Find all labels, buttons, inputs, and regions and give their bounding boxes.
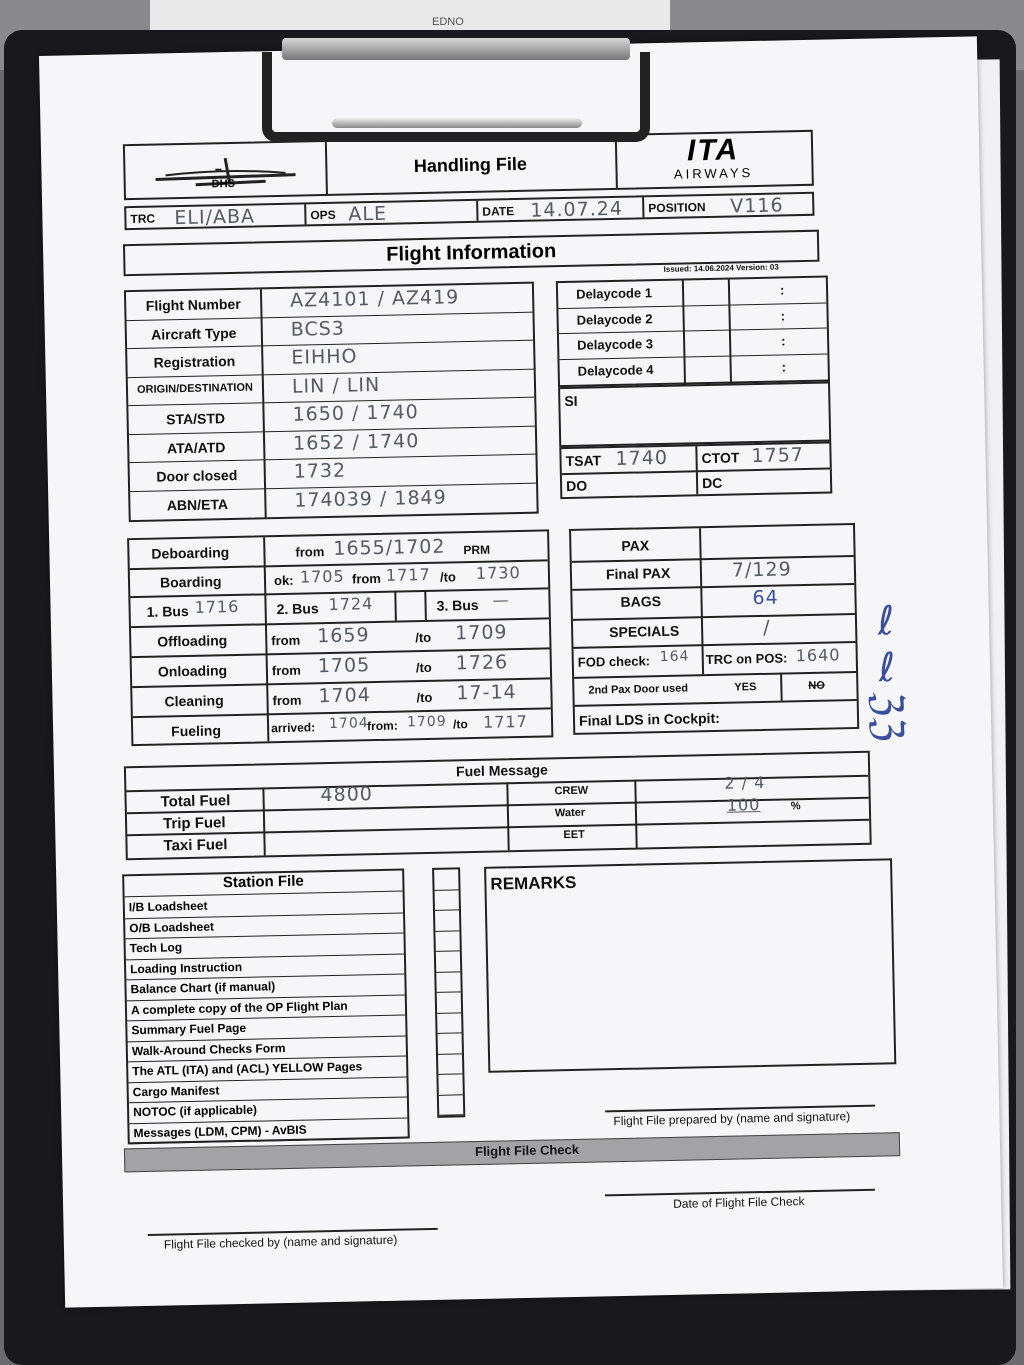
station-file-title: Station File [124, 871, 402, 898]
flight-info-label: Flight Number [145, 295, 241, 314]
flight-info-value: 1650 / 1740 [292, 401, 419, 426]
boarding-from-value: 1717 [385, 564, 431, 585]
trc-pos-label: TRC on POS: [705, 650, 788, 668]
flight-info-value: EIHHO [291, 345, 358, 369]
issued-note: Issued: 14.06.2024 Version: 03 [663, 262, 779, 274]
cleaning-to-value: 17-14 [456, 681, 517, 705]
flight-info-value: 1652 / 1740 [292, 429, 420, 455]
station-file-item: Walk-Around Checks Form [128, 1036, 406, 1062]
water-unit: % [790, 800, 801, 813]
cleaning-label: Cleaning [164, 692, 224, 710]
flight-info-title: Flight Information [123, 230, 820, 277]
flight-info-label: Aircraft Type [151, 324, 237, 343]
airline-logo-top: ITA [686, 133, 740, 168]
bus2-label: 2. Bus [276, 600, 319, 618]
station-file-checkbox[interactable] [438, 1054, 462, 1075]
fueling-arrived: arrived: [270, 720, 316, 736]
pax-label: PAX [621, 537, 650, 554]
dc-label: DC [701, 474, 723, 492]
final-lds-label: Final LDS in Cockpit: [578, 709, 720, 729]
trc-pos-value: 1640 [795, 645, 841, 666]
station-file-checkbox[interactable] [434, 869, 458, 890]
fueling-from: from: [366, 718, 398, 734]
bus2-value: 1724 [328, 594, 374, 615]
station-file-checkbox[interactable] [438, 1074, 462, 1095]
station-file-checkbox[interactable] [438, 1033, 462, 1054]
flight-info-label: ATA/ATD [166, 438, 226, 456]
do-label: DO [565, 477, 588, 495]
flight-info-label: ABN/ETA [166, 495, 229, 513]
delaycode-separator: : [779, 282, 785, 298]
trip-fuel-label: Trip Fuel [162, 814, 226, 833]
position-label: POSITION [648, 200, 706, 216]
flight-info-label: Door closed [156, 466, 238, 485]
flight-info-value: AZ4101 / AZ419 [289, 286, 460, 312]
header-logo-cell [125, 142, 328, 198]
ctot-label: CTOT [701, 449, 740, 467]
bags-value: 64 [752, 586, 779, 610]
flight-info-label: Registration [153, 352, 236, 371]
bus3-label: 3. Bus [436, 596, 479, 614]
position-value: V116 [730, 194, 784, 218]
delaycode-separator: : [780, 307, 786, 323]
date-value: 14.07.24 [530, 197, 624, 222]
checked-by-label: Flight File checked by (name and signature) [163, 1232, 398, 1252]
onloading-label: Onloading [157, 662, 228, 680]
si-label: SI [564, 392, 578, 410]
deboarding-prm: PRM [463, 542, 491, 558]
water-label: Water [554, 806, 586, 820]
pax-door-yes: YES [734, 681, 757, 694]
deboarding-value: 1655/1702 [333, 535, 446, 560]
station-file-item: NOTOC (if applicable) [129, 1097, 407, 1123]
si-box [558, 381, 831, 447]
handling-file-sheet [39, 36, 1003, 1307]
ground-ops-table [127, 529, 553, 746]
ops-value: ALE [348, 202, 388, 226]
airline-logo-bottom: AIRWAYS [673, 165, 754, 182]
station-file-checkbox[interactable] [435, 931, 459, 952]
boarding-from: from [351, 570, 382, 587]
station-file-checkbox[interactable] [435, 910, 459, 931]
boarding-ok-value: 1705 [299, 566, 345, 587]
station-file-checkbox[interactable] [435, 890, 459, 911]
station-file-item: Balance Chart (if manual) [126, 975, 404, 1001]
station-file-checkbox[interactable] [436, 951, 460, 972]
station-file-item: A complete copy of the OP Flight Plan [127, 995, 405, 1021]
margin-handwriting: ℓ ℓ ℨ ℨ [862, 597, 912, 737]
flight-file-check-label: Flight File Check [474, 1141, 580, 1160]
delaycode-label: Delaycode 1 [575, 285, 653, 302]
station-file-checkbox[interactable] [439, 1095, 463, 1116]
onloading-from-value: 1705 [317, 654, 371, 678]
deboarding-label: Deboarding [151, 544, 230, 562]
station-file-item: O/B Loadsheet [125, 913, 403, 939]
boarding-ok: ok: [273, 572, 294, 589]
delaycode-label: Delaycode 4 [577, 361, 654, 379]
offloading-to: /to [415, 629, 432, 646]
boarding-to: /to [439, 569, 457, 585]
station-file-item: Summary Fuel Page [127, 1016, 405, 1042]
fuel-message-table [124, 751, 872, 861]
flight-info-value: 1732 [293, 459, 347, 483]
specials-value: / [762, 616, 771, 639]
trc-value: ELI/ABA [174, 205, 256, 230]
delay-rows [558, 278, 826, 379]
flight-info-value: BCS3 [290, 317, 346, 341]
tsat-value: 1740 [615, 446, 669, 470]
cleaning-from: from [272, 692, 302, 709]
cleaning-from-value: 1704 [318, 684, 372, 708]
final-pax-label: Final PAX [605, 564, 671, 583]
header-title: Handling File [325, 136, 618, 194]
delay-table [556, 275, 830, 387]
pax-table [569, 523, 859, 735]
ctot-value: 1757 [751, 444, 805, 468]
final-pax-value: 7/129 [731, 558, 792, 582]
station-file-item: The ATL (ITA) and (ACL) YELLOW Pages [128, 1056, 406, 1082]
pax-door-no: NO [808, 679, 825, 692]
fod-value: 164 [659, 648, 690, 666]
onloading-to-value: 1726 [455, 651, 509, 675]
clipboard-clip [262, 38, 650, 148]
station-file-item: Messages (LDM, CPM) - AvBIS [129, 1118, 407, 1144]
cleaning-to: /to [416, 689, 433, 706]
tsat-ctot-box [559, 441, 832, 499]
logo-text: DHS [211, 177, 236, 191]
flight-info-value: LIN / LIN [291, 373, 381, 398]
remarks-title: REMARKS [490, 872, 577, 894]
crew-label: CREW [554, 784, 589, 798]
prepared-by-label: Flight File prepared by (name and signature) [613, 1109, 851, 1129]
bus3-value: — [492, 590, 510, 610]
bus1-value: 1716 [194, 596, 240, 617]
remarks-box [484, 858, 896, 1072]
delaycode-separator: : [781, 358, 787, 374]
offloading-from-value: 1659 [316, 624, 370, 648]
eet-label: EET [563, 828, 585, 842]
offloading-to-value: 1709 [454, 621, 508, 645]
offloading-label: Offloading [157, 632, 228, 650]
flight-info-value: 174039 / 1849 [294, 486, 447, 512]
total-fuel-label: Total Fuel [160, 792, 231, 811]
fueling-from-value: 1709 [406, 713, 447, 731]
station-file-checkbox[interactable] [437, 1013, 461, 1034]
offloading-from: from [271, 632, 301, 649]
station-file-checkbox[interactable] [437, 992, 461, 1013]
fuel-message-title: Fuel Message [455, 761, 549, 780]
boarding-to-value: 1730 [475, 562, 521, 583]
fueling-label: Fueling [170, 722, 222, 740]
delay-row [559, 354, 827, 385]
delaycode-label: Delaycode 3 [577, 336, 654, 353]
fueling-to: /to [452, 717, 468, 732]
water-value: 100 [726, 795, 761, 815]
station-file-list [122, 868, 410, 1144]
fueling-arrived-value: 1704 [328, 715, 369, 733]
deboarding-from: from [295, 544, 325, 560]
station-file-item: Cargo Manifest [129, 1077, 407, 1103]
date-check-label: Date of Flight File Check [673, 1194, 805, 1211]
station-file-item: Loading Instruction [126, 954, 404, 980]
bags-label: BAGS [620, 593, 662, 610]
flight-info-table [124, 282, 539, 523]
bus1-label: 1. Bus [146, 602, 189, 620]
stamp-edno: EDNO [432, 16, 464, 28]
onloading-from: from [271, 662, 301, 679]
flight-info-label: ORIGIN/DESTINATION [136, 381, 254, 396]
taxi-fuel-label: Taxi Fuel [163, 836, 228, 855]
trc-label: TRC [130, 211, 156, 227]
onloading-to: /to [415, 659, 432, 676]
pax-door-label: 2nd Pax Door used [588, 682, 689, 697]
delaycode-separator: : [780, 333, 786, 349]
station-file-checkbox[interactable] [436, 972, 460, 993]
total-fuel-value: 4800 [320, 783, 374, 807]
flight-info-rows [126, 284, 532, 513]
specials-label: SPECIALS [609, 622, 680, 641]
delaycode-label: Delaycode 2 [576, 310, 653, 328]
fod-label: FOD check: [577, 653, 651, 670]
crew-value: 2 / 4 [724, 772, 766, 793]
tsat-label: TSAT [565, 452, 602, 470]
station-file-checkboxes [432, 867, 465, 1118]
boarding-label: Boarding [159, 573, 222, 591]
station-file-item: I/B Loadsheet [125, 893, 403, 919]
date-label: DATE [482, 204, 515, 219]
station-file-item: Tech Log [126, 934, 404, 960]
flight-info-label: STA/STD [166, 410, 226, 428]
fueling-to-value: 1717 [482, 711, 528, 732]
ops-label: OPS [310, 207, 336, 223]
